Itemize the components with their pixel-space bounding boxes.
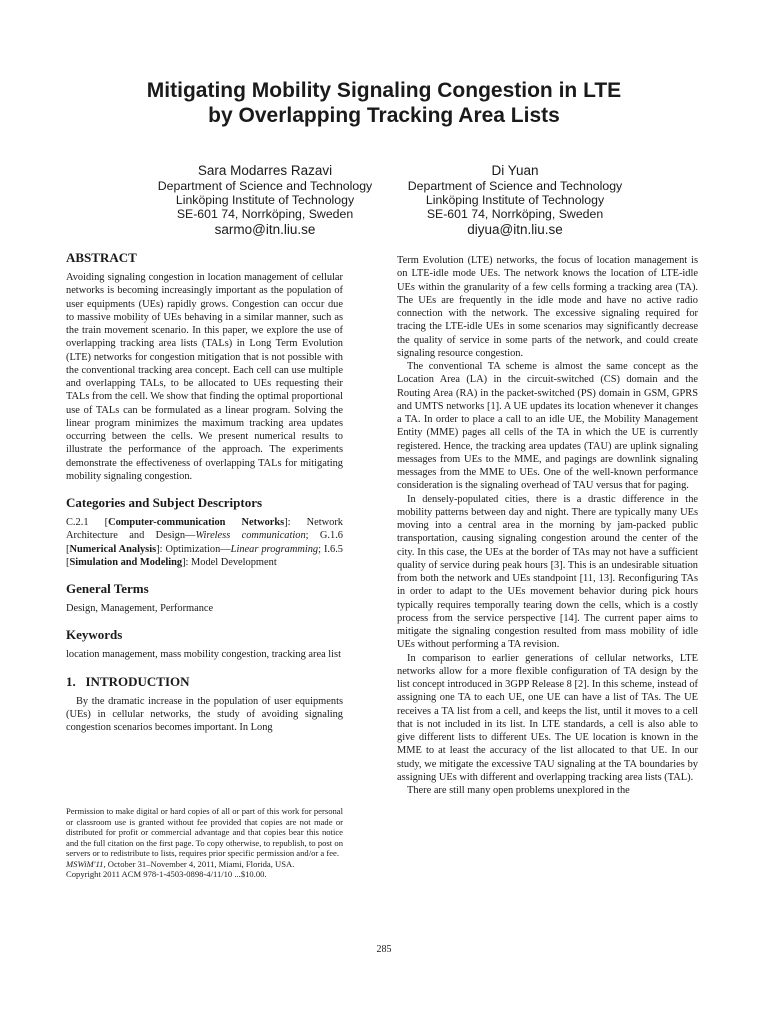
author-institution: Linköping Institute of Technology xyxy=(425,193,605,207)
author-institution: Linköping Institute of Technology xyxy=(175,193,355,207)
right-column xyxy=(397,254,698,797)
conference-info: MSWiM'11, October 31–November 4, 2011, Miami, Florida, USA. xyxy=(66,858,295,869)
permission-text: Permission to make digital or hard copies of all or part of this work for personal or classroom use is granted without fee provided that copies are not made or distributed for profit or commercial advantage and that copies bear this notice and the full citation on the first page. To copy otherwise, to republish, to post on servers or to redistribute to lists, requires prior specific permission and/or a fee. xyxy=(66,806,343,858)
body-paragraph: The conventional TA scheme is almost the same concept as the Location Area (LA) in the circuit-switched (CS) domain and the Routing Area (RA) in the packet-switched (PS) domain in GSM, GPRS and UMTS networks [1]. A UE updates its location whenever it changes a TA. In order to place a call to an idle UE, the Mobility Management Entity (MME) pages all cells of the TA in which the UE is currently registered. Hence, the tracking area updates (TAU) are uplink signaling messages from UEs to the MME, and pagings are downlink signaling messages from the MME to UEs. One of the well-known performance consideration is the signaling overhead of TAU versus that for paging. xyxy=(397,361,698,492)
keywords-heading: Keywords xyxy=(66,627,123,643)
title-line-2: by Overlapping Tracking Area Lists xyxy=(208,104,560,127)
general-terms-section xyxy=(66,581,343,615)
introduction-text: By the dramatic increase in the population of user equipments (UEs) in cellular networks, the study of avoiding signaling congestion scenarios becomes important. In Long xyxy=(66,695,343,733)
body-paragraph: Term Evolution (LTE) networks, the focus of location management is on LTE-idle mode UEs. The network knows the location of LTE-idle UEs within the granularity of a few cells forming a tracking area (TA). The UEs are frequently in the idle mode and have no active radio connection with the network. The excessive signaling required for tracing the LTE-idle UEs in some scenarios may significantly decrease the quality of service in some parts of the network, and could create signaling resource congestion. xyxy=(397,255,698,359)
categories-text: C.2.1 [Computer-communication Networks]: Network Architecture and Design—Wireless communication; G.1.6 [Numerical Analysis]: Optimization—Linear programming; I.6.5 [Simulation and Modeling]: Model Development xyxy=(66,517,343,568)
keywords-section xyxy=(66,627,343,661)
introduction-heading: 1. INTRODUCTION xyxy=(66,673,190,689)
author-department: Department of Science and Technology xyxy=(407,179,623,193)
body-paragraph: In comparison to earlier generations of cellular networks, LTE networks allow for a more flexible configuration of TA design by the list concept introduced in 3GPP Release 8 [2]. In this scheme, instead of assigning one TA to each UE, one UE can have a list of TAs. The UE receives a TA list from a cell, and keeps the list, until it moves to a cell that is not included in its list. In LTE standards, a cell is also able to give different lists to different UEs. The UE location is known in the MME to at least the accuracy of the list allocated to that UE. In our study, we mitigate the excessive TAU signaling at the TA boundaries by assigning UEs with different and overlapping tracking area lists (TAL). xyxy=(397,652,698,783)
author-department: Department of Science and Technology xyxy=(157,179,373,193)
paper-title xyxy=(0,78,768,128)
categories-section xyxy=(66,495,343,569)
author-email[interactable]: sarmo@itn.liu.se xyxy=(214,222,316,237)
author-email[interactable]: diyua@itn.liu.se xyxy=(467,222,563,237)
body-paragraph: There are still many open problems unexplored in the xyxy=(407,785,630,796)
author-name: Sara Modarres Razavi xyxy=(197,163,333,178)
abstract-heading: ABSTRACT xyxy=(66,250,137,265)
general-terms-heading: General Terms xyxy=(66,581,149,596)
keywords-text: location management, mass mobility congestion, tracking area list xyxy=(66,649,341,661)
abstract-text: Avoiding signaling congestion in location management of cellular networks is becoming increasingly important as the population of user equipments (UEs) rapidly grows. Congestion can occur due to massive mobility of UEs behaving in a similar manner, such as the train movement scenario. In this paper, we explore the use of overlapping tracking area lists (TALs) in Long Term Evolution (LTE) networks for congestion mitigation that is not possible with the conventional tracking area concept. Each cell can use multiple and overlapping TALs, to be allocated to UEs requesting their TALs from the cell. We show that finding the optimal proportional use of TALs can be formulated as a linear program. Solving the linear program minimizes the maximum tracking area updates occurring between the cells. We present numerical results to illustrate the performance of the approach. The experiments demonstrate the effectiveness of overlapping TALs for mitigating mobility signaling congestion. xyxy=(66,272,343,482)
page-number: 285 xyxy=(376,944,392,955)
author-name: Di Yuan xyxy=(491,163,539,178)
title-line-1: Mitigating Mobility Signaling Congestion in LTE xyxy=(146,79,622,102)
permission-notice xyxy=(66,806,343,880)
author-address: SE-601 74, Norrköping, Sweden xyxy=(426,207,604,221)
body-paragraph: In densely-populated cities, there is a drastic difference in the mobility patterns between day and night. There are typically many UEs moving into a central area in the morning by jam-packed public transportation, causing signaling congestion around the center of the city. In this case, the UEs at the border of TAs may not have a sufficient quality of service during peak hours [3]. This is an undesirable situation from both the network and UEs standpoint [11, 13]. Reconfiguring TAs in order to adapt to the UEs movement behavior during pick hours typically requires temporally tearing down the cells, which is a costly process from the service perspective [14]. The current paper aims to mitigate the signaling congestion resulted from mass mobility of idle UEs without performing a TA revision. xyxy=(397,493,698,651)
categories-heading: Categories and Subject Descriptors xyxy=(66,495,263,510)
copyright-line: Copyright 2011 ACM 978-1-4503-0898-4/11/10 ...$10.00. xyxy=(66,869,267,879)
introduction-section xyxy=(66,674,343,735)
author-address: SE-601 74, Norrköping, Sweden xyxy=(176,207,354,221)
left-column xyxy=(66,250,343,746)
general-terms-text: Design, Management, Performance xyxy=(66,603,214,614)
author-block-2 xyxy=(355,162,675,238)
abstract-section xyxy=(66,250,343,483)
